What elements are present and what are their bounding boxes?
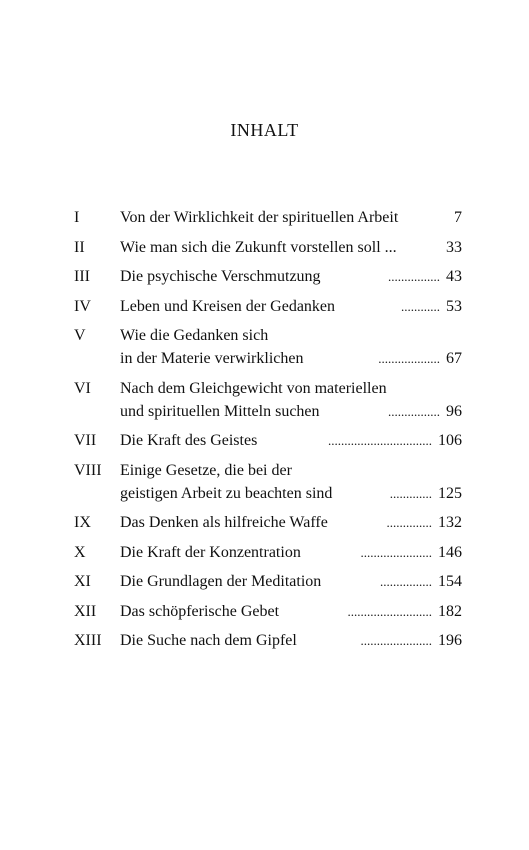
page-number: 182 [438, 602, 462, 620]
dot-leader: ................ [388, 403, 440, 419]
chapter-title: Das Denken als hilfreiche Waffe [120, 514, 328, 531]
toc-entry [74, 629, 462, 652]
page-number: 33 [446, 238, 462, 256]
chapter-number: I [74, 209, 80, 226]
page-number: 96 [446, 402, 462, 420]
page-number: 196 [438, 632, 462, 649]
page-number: 125 [438, 484, 462, 502]
page-number: 53 [446, 297, 462, 315]
chapter-title: Einige Gesetze, die bei der [120, 461, 292, 479]
chapter-number: IX [74, 514, 91, 531]
chapter-title: Die Kraft der Konzentration [120, 543, 301, 561]
toc-entry [74, 236, 462, 259]
toc-entry [74, 511, 462, 534]
page-number: 106 [438, 432, 462, 449]
chapter-title: Von der Wirklichkeit der spirituellen Arbeit [120, 209, 399, 226]
toc-entry [74, 541, 462, 564]
chapter-title: Die Grundlagen der Meditation [120, 573, 322, 590]
toc-entry [74, 324, 462, 370]
toc-entry [74, 206, 462, 229]
chapter-number: III [74, 268, 90, 285]
page-number: 132 [438, 514, 462, 531]
dot-leader: ...................... [360, 544, 432, 560]
page-number: 7 [454, 209, 462, 226]
chapter-number: IV [74, 297, 91, 315]
chapter-title-continued: geistigen Arbeit zu beachten sind [120, 484, 333, 502]
chapter-number: VIII [74, 461, 102, 479]
toc-entry [74, 429, 462, 452]
chapter-number: X [74, 543, 86, 561]
toc-entry [74, 570, 462, 593]
chapter-title-continued: und spirituellen Mitteln suchen [120, 402, 320, 420]
chapter-title: Wie die Gedanken sich [120, 327, 269, 344]
dot-leader: .......................... [347, 603, 432, 619]
chapter-title: Das schöpferische Gebet [120, 602, 280, 620]
page-number: 146 [438, 543, 462, 561]
toc-entry [74, 295, 462, 318]
chapter-number: VII [74, 432, 97, 449]
chapter-title: Die Kraft des Geistes [120, 432, 258, 449]
chapter-number: VI [74, 379, 91, 397]
dot-leader: ................ [388, 269, 440, 284]
page-title: INHALT [230, 120, 299, 140]
chapter-number: V [74, 327, 86, 344]
chapter-title: Wie man sich die Zukunft vorstellen soll ... [120, 238, 397, 256]
chapter-title: Leben und Kreisen der Gedanken [120, 297, 336, 315]
chapter-title: Die psychische Verschmutzung [120, 268, 321, 285]
toc-entry [74, 459, 462, 505]
chapter-number: XI [74, 573, 91, 590]
dot-leader: ............ [401, 298, 440, 314]
dot-leader: ................................ [328, 433, 432, 448]
page-number: 154 [438, 573, 462, 590]
toc-entry [74, 600, 462, 623]
chapter-title-continued: in der Materie verwirklichen [120, 350, 304, 367]
dot-leader: ................ [380, 574, 432, 589]
page-number: 43 [446, 268, 462, 285]
chapter-number: XII [74, 602, 97, 620]
dot-leader: .............. [386, 515, 432, 530]
chapter-number: II [74, 238, 85, 256]
toc-entry [74, 377, 462, 423]
chapter-title: Nach dem Gleichgewicht von materiellen [120, 379, 387, 397]
chapter-title: Die Suche nach dem Gipfel [120, 632, 297, 649]
dot-leader: ............. [389, 485, 432, 501]
table-of-contents [74, 206, 462, 659]
toc-entry [74, 265, 462, 288]
dot-leader: ...................... [360, 633, 432, 648]
dot-leader: ................... [378, 351, 440, 366]
page-number: 67 [446, 350, 462, 367]
chapter-number: XIII [74, 632, 102, 649]
